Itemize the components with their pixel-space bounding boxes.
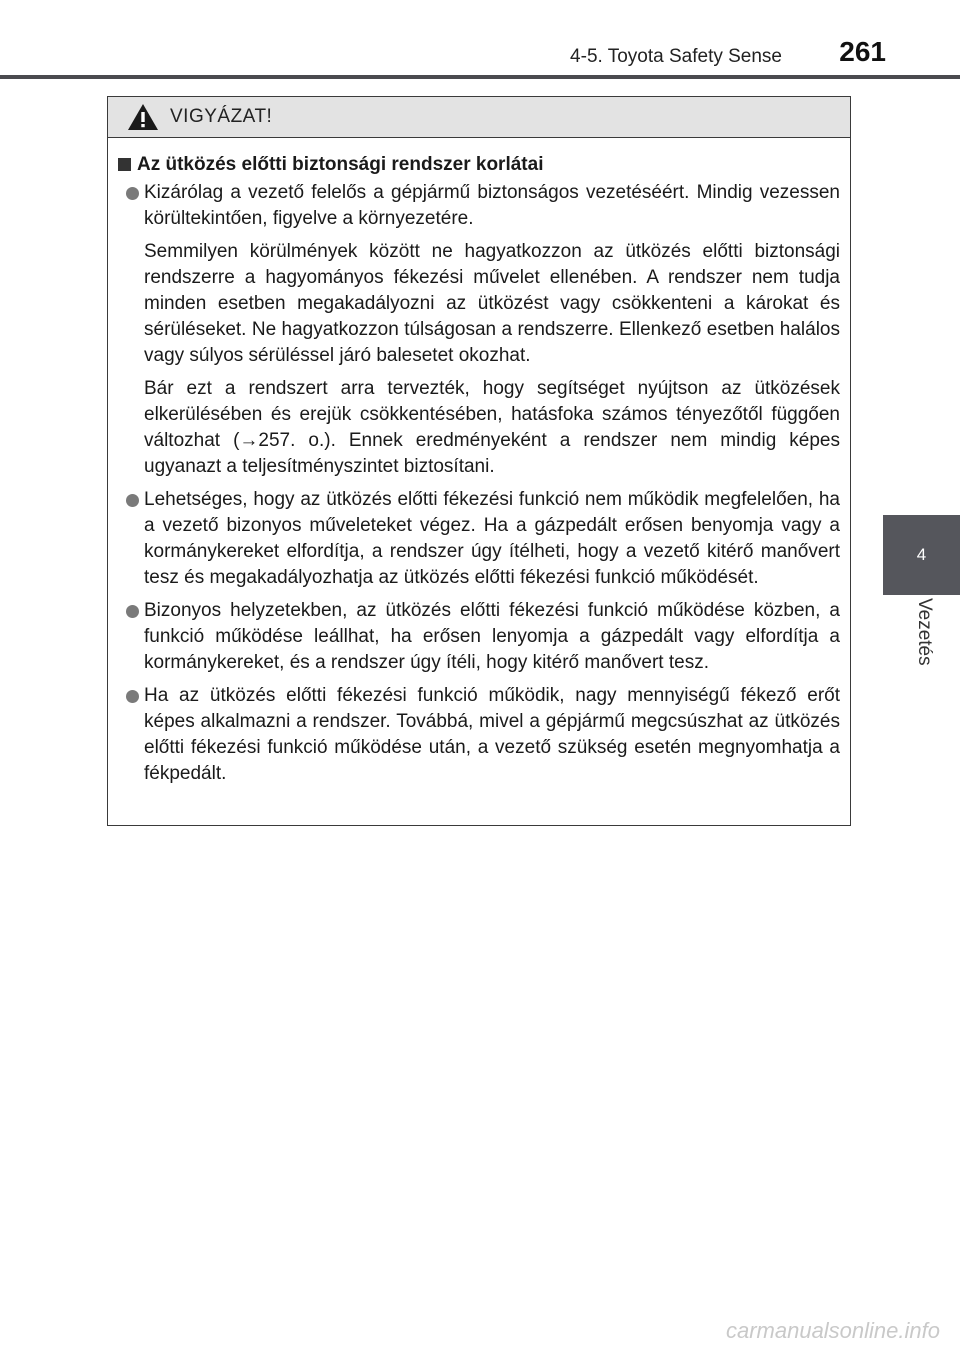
caution-heading-text: Az ütközés előtti biztonsági rendszer korlátai (137, 154, 544, 175)
chapter-label-container (903, 598, 943, 708)
bullet-icon (126, 187, 139, 200)
watermark: carmanualsonline.info (725, 1318, 940, 1343)
caution-header (108, 97, 850, 138)
list-item (126, 598, 840, 676)
list-item (126, 180, 840, 480)
list-item (126, 683, 840, 787)
list-item (126, 487, 840, 591)
section-title: 4-5. Toyota Safety Sense (570, 46, 782, 67)
chapter-number: 4 (916, 545, 927, 564)
chapter-tab (883, 515, 960, 595)
paragraph: Kizárólag a vezető felelős a gépjármű biztonságos vezetéséért. Mindig vezessen körültekintően, figyelve a környezetére. (144, 182, 840, 229)
caution-box (107, 96, 851, 826)
chapter-label: Vezetés (914, 598, 935, 666)
paragraph: Bizonyos helyzetekben, az ütközés előtti fékezési funkció működése közben, a funkció működése leállhat, ha erősen lenyomja a gázpedált vagy elfordítja a kormánykereket, és a rendszer úgy ítéli, hogy kitérő manővert tesz. (144, 600, 840, 673)
square-bullet-icon (118, 158, 131, 171)
warning-triangle-icon (126, 102, 160, 132)
list-item-content (144, 598, 840, 676)
bullet-icon (126, 690, 139, 703)
page-number: 261 (839, 36, 886, 67)
list-item-content (144, 487, 840, 591)
bullet-icon (126, 605, 139, 618)
paragraph: Lehetséges, hogy az ütközés előtti fékezési funkció nem működik megfelelően, ha a vezető bizonyos műveleteket végez. Ha a gázpedált erősen benyomja vagy a kormánykereket elfordítja, a rendszer úgy ítélheti, hogy a vezető kitérő manővert tesz és megakadályozhatja az ütközés előtti fékezési funkció működését. (144, 489, 840, 588)
header-rule (0, 75, 960, 79)
paragraph: Ha az ütközés előtti fékezési funkció működik, nagy mennyiségű fékező erőt képes alkalmazni a rendszer. Továbbá, mivel a gépjármű megcsúszhat az ütközés előtti fékezési funkció működése után, a vezető szükség esetén megnyomhatja a fékpedált. (144, 685, 840, 784)
list-item-content (144, 180, 840, 480)
paragraph: Bár ezt a rendszert arra tervezték, hogy segítséget nyújtson az ütközések elkerülésében és erejük csökkentésében, hatásfoka számos tényezőtől függően változhat (→257. o.). Ennek eredményeként a rendszer nem mindig képes ugyanazt a teljesítményszintet biztosítani. (144, 378, 840, 477)
paragraph: Semmilyen körülmények között ne hagyatkozzon az ütközés előtti biztonsági rendszerre a hagyományos fékezési művelet ellenében. A rendszer nem tudja minden esetben megakadályozni az ütközést vagy csökkenteni a károkat és sérüléseket. Ne hagyatkozzon túlságosan a rendszerre. Ellenkező esetben halálos vagy súlyos sérüléssel járó balesetet okozhat. (144, 241, 840, 366)
list-item-content (144, 683, 840, 787)
caution-heading (118, 152, 840, 178)
bullet-icon (126, 494, 139, 507)
page-header (0, 0, 960, 80)
caution-body (108, 138, 850, 787)
caution-title: VIGYÁZAT! (170, 106, 273, 127)
